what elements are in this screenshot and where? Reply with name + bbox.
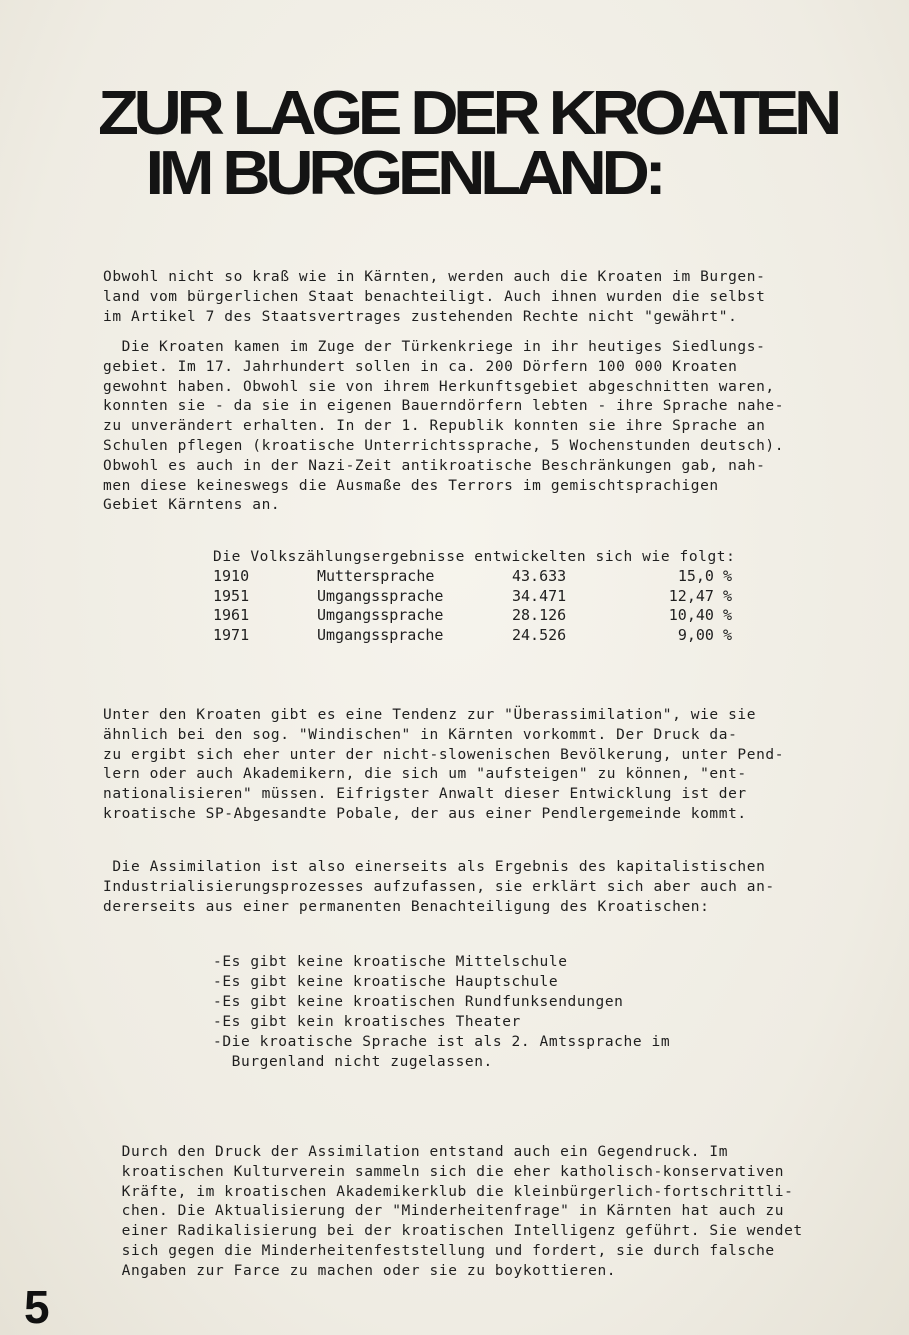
page-number: 5 bbox=[24, 1281, 50, 1333]
census-count: 34.471 bbox=[512, 586, 567, 605]
table-row bbox=[213, 567, 732, 587]
paragraph-counterpressure: Durch den Druck der Assimilation entstand auch ein Gegendruck. Im kroatischen Kulturverein sammeln sich die eher katholisch-konservativen Kräfte, im kroatischen Akademikerklub die kleinbürgerlich-fortschrittli- chen. Die Aktualisierung der "Minderheitenfrage" in Kärnten hat auch zu einer Radikalisierung bei der kroatischen Intelligenz geführt. Sie wendet sich gegen die Minderheitenfeststellung und fordert, sie durch falsche Angaben zur Farce zu machen oder sie zu boykottieren. bbox=[121, 1144, 803, 1279]
table-row bbox=[213, 606, 732, 626]
census-percent: 15,0 % bbox=[677, 567, 732, 585]
census-count: 24.526 bbox=[512, 625, 567, 644]
census-type: Umgangssprache bbox=[317, 625, 444, 644]
list-item: -Es gibt kein kroatisches Theater bbox=[213, 1014, 521, 1030]
census-heading: Die Volkszählungsergebnisse entwickelten sich wie folgt: bbox=[213, 549, 736, 565]
census-percent: 9,00 % bbox=[677, 625, 732, 644]
census-year: 1910 bbox=[213, 567, 250, 585]
title-line-1: ZUR LAGE DER KROATEN bbox=[98, 79, 837, 148]
census-type: Muttersprache bbox=[317, 567, 435, 585]
paragraph-assimilation-causes: Die Assimilation ist also einerseits als Ergebnis des kapitalistischen Industrialisierungsprozesses aufzufassen, sie erklärt sich aber auch an- dererseits aus einer permanenten Benachteiligung des Kroatischen: bbox=[103, 859, 775, 915]
paragraph-assimilation-tendency: Unter den Kroaten gibt es eine Tendenz zur "Überassimilation", wie sie ähnlich bei den sog. "Windischen" in Kärnten vorkommt. Der Druck da- zu ergibt sich eher unter der nicht-slowenischen Bevölkerung, unter Pend- lern oder auch Akademikern, die sich um "aufsteigen" zu können, "ent- nationalisieren" müssen. Eifrigster Anwalt dieser Entwicklung ist der kroatische SP-Abgesandte Pobale, der aus einer Pendlergemeinde kommt. bbox=[103, 707, 785, 822]
list-item: -Es gibt keine kroatische Hauptschule bbox=[213, 974, 559, 990]
census-table bbox=[213, 567, 732, 645]
title-line-2: IM BURGENLAND: bbox=[145, 139, 662, 208]
census-count: 43.633 bbox=[512, 567, 567, 585]
table-row bbox=[213, 626, 732, 646]
list-item: -Die kroatische Sprache ist als 2. Amtssprache im bbox=[213, 1034, 671, 1050]
census-year: 1951 bbox=[213, 586, 250, 605]
paragraph-intro: Obwohl nicht so kraß wie in Kärnten, werden auch die Kroaten im Burgen- land vom bürgerlichen Staat benachteiligt. Auch ihnen wurden die selbst im Artikel 7 des Staatsvertrages zustehenden Rechte nicht "gewährt". bbox=[103, 269, 766, 325]
census-year: 1961 bbox=[213, 606, 250, 624]
list-item: Burgenland nicht zugelassen. bbox=[213, 1054, 493, 1070]
table-row bbox=[213, 587, 732, 607]
census-percent: 12,47 % bbox=[668, 586, 732, 605]
article-title bbox=[98, 79, 909, 208]
paragraph-history: Die Kroaten kamen im Zuge der Türkenkriege in ihr heutiges Siedlungs- gebiet. Im 17. Jahrhundert sollen in ca. 200 Dörfern 100 000 Kroaten gewohnt haben. Obwohl sie von ihrem Herkunftsgebiet abgeschnitten waren, konnten sie - da sie in eigenen Bauerndörfern lebten - ihre Sprache nahe- zu unverändert erhalten. In der 1. Republik konnten sie ihre Sprache an Schulen pflegen (kroatische Unterrichtssprache, 5 Wochenstunden deutsch). Obwohl es auch in der Nazi-Zeit antikroatische Beschränkungen gab, nah- men diese keineswegs die Ausmaße des Terrors im gemischtsprachigen Gebiet Kärntens an. bbox=[103, 339, 785, 514]
census-type: Umgangssprache bbox=[317, 606, 444, 624]
list-item: -Es gibt keine kroatischen Rundfunksendungen bbox=[213, 994, 624, 1010]
census-type: Umgangssprache bbox=[317, 586, 444, 605]
census-count: 28.126 bbox=[512, 606, 567, 624]
census-percent: 10,40 % bbox=[668, 606, 732, 624]
census-year: 1971 bbox=[213, 625, 250, 644]
list-item: -Es gibt keine kroatische Mittelschule bbox=[213, 954, 568, 970]
discrimination-list bbox=[213, 952, 670, 1072]
